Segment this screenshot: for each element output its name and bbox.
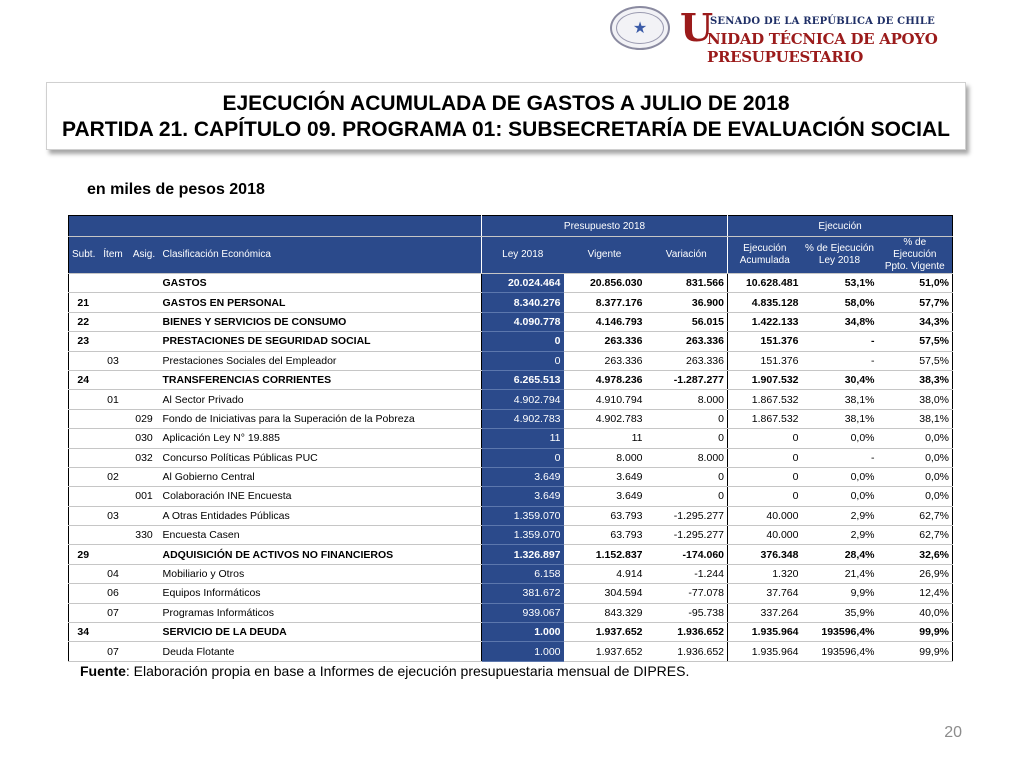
cell-variacion: 56.015: [646, 312, 728, 331]
cell-pct-ley: 38,1%: [802, 390, 878, 409]
cell-ley: 4.902.794: [482, 390, 564, 409]
cell-variacion: 36.900: [646, 293, 728, 312]
cell-variacion: 831.566: [646, 274, 728, 293]
cell-asig: [129, 564, 160, 583]
cell-subt: [69, 429, 98, 448]
cell-pct-vig: 62,7%: [878, 526, 953, 545]
cell-name: SERVICIO DE LA DEUDA: [160, 623, 482, 642]
cell-vigente: 8.000: [564, 448, 646, 467]
cell-ejec: 37.764: [728, 584, 802, 603]
cell-ley: 4.902.783: [482, 409, 564, 428]
cell-pct-vig: 57,7%: [878, 293, 953, 312]
cell-pct-vig: 99,9%: [878, 623, 953, 642]
cell-ley: 1.359.070: [482, 526, 564, 545]
cell-name: Encuesta Casen: [160, 526, 482, 545]
cell-vigente: 1.152.837: [564, 545, 646, 564]
cell-item: [98, 274, 129, 293]
cell-item: 02: [98, 467, 129, 486]
title-box: [46, 82, 966, 150]
cell-pct-ley: 2,9%: [802, 526, 878, 545]
cell-name: Equipos Informáticos: [160, 584, 482, 603]
cell-pct-ley: 21,4%: [802, 564, 878, 583]
cell-ejec: 40.000: [728, 526, 802, 545]
cell-vigente: 4.978.236: [564, 370, 646, 389]
cell-ley: 20.024.464: [482, 274, 564, 293]
cell-subt: 24: [69, 370, 98, 389]
cell-pct-ley: 2,9%: [802, 506, 878, 525]
cell-ejec: 1.935.964: [728, 642, 802, 661]
cell-asig: [129, 293, 160, 312]
cell-name: Al Gobierno Central: [160, 467, 482, 486]
budget-table: [68, 215, 953, 662]
cell-ejec: 0: [728, 487, 802, 506]
cell-pct-ley: -: [802, 351, 878, 370]
cell-name: PRESTACIONES DE SEGURIDAD SOCIAL: [160, 332, 482, 351]
col-ejec-acum: Ejecución Acumulada: [728, 237, 802, 274]
cell-item: [98, 332, 129, 351]
cell-name: TRANSFERENCIAS CORRIENTES: [160, 370, 482, 389]
col-subt: Subt.: [69, 237, 98, 274]
cell-item: 03: [98, 506, 129, 525]
cell-item: [98, 409, 129, 428]
cell-ley: 381.672: [482, 584, 564, 603]
table-row: [69, 390, 953, 409]
units-label: en miles de pesos 2018: [87, 181, 265, 198]
cell-pct-vig: 0,0%: [878, 487, 953, 506]
cell-vigente: 4.902.783: [564, 409, 646, 428]
cell-ley: 6.158: [482, 564, 564, 583]
cell-item: [98, 623, 129, 642]
cell-item: [98, 487, 129, 506]
cell-ejec: 40.000: [728, 506, 802, 525]
cell-ley: 0: [482, 332, 564, 351]
cell-item: 07: [98, 642, 129, 661]
table-row: [69, 409, 953, 428]
cell-subt: 34: [69, 623, 98, 642]
cell-pct-vig: 40,0%: [878, 603, 953, 622]
cell-subt: [69, 642, 98, 661]
cell-item: [98, 312, 129, 331]
table-row: [69, 584, 953, 603]
cell-variacion: 1.936.652: [646, 623, 728, 642]
cell-pct-vig: 99,9%: [878, 642, 953, 661]
cell-asig: [129, 603, 160, 622]
cell-variacion: 263.336: [646, 332, 728, 351]
cell-asig: [129, 312, 160, 331]
cell-ley: 1.326.897: [482, 545, 564, 564]
cell-vigente: 843.329: [564, 603, 646, 622]
cell-ejec: 0: [728, 429, 802, 448]
cell-item: 04: [98, 564, 129, 583]
table-row: [69, 564, 953, 583]
table-row: [69, 603, 953, 622]
cell-subt: [69, 506, 98, 525]
table-body: [69, 274, 953, 662]
cell-ejec: 1.867.532: [728, 390, 802, 409]
cell-asig: [129, 584, 160, 603]
cell-asig: [129, 467, 160, 486]
star-icon: ★: [632, 18, 648, 37]
table-row: [69, 274, 953, 293]
col-item: Ítem: [98, 237, 129, 274]
cell-ejec: 1.422.133: [728, 312, 802, 331]
group-presupuesto: Presupuesto 2018: [482, 216, 728, 237]
cell-subt: [69, 351, 98, 370]
col-ley: Ley 2018: [482, 237, 564, 274]
cell-name: BIENES Y SERVICIOS DE CONSUMO: [160, 312, 482, 331]
cell-pct-vig: 57,5%: [878, 351, 953, 370]
cell-item: [98, 429, 129, 448]
cell-pct-ley: 58,0%: [802, 293, 878, 312]
cell-variacion: -1.287.277: [646, 370, 728, 389]
cell-ejec: 4.835.128: [728, 293, 802, 312]
cell-pct-ley: -: [802, 332, 878, 351]
cell-pct-vig: 38,1%: [878, 409, 953, 428]
col-pct-ley: % de Ejecución Ley 2018: [802, 237, 878, 274]
cell-vigente: 8.377.176: [564, 293, 646, 312]
cell-ejec: 1.320: [728, 564, 802, 583]
cell-pct-vig: 38,0%: [878, 390, 953, 409]
cell-asig: 001: [129, 487, 160, 506]
cell-name: ADQUISICIÓN DE ACTIVOS NO FINANCIEROS: [160, 545, 482, 564]
cell-ley: 1.000: [482, 642, 564, 661]
cell-pct-vig: 51,0%: [878, 274, 953, 293]
cell-asig: 029: [129, 409, 160, 428]
cell-subt: 22: [69, 312, 98, 331]
cell-ejec: 151.376: [728, 351, 802, 370]
cell-vigente: 304.594: [564, 584, 646, 603]
cell-vigente: 1.937.652: [564, 623, 646, 642]
cell-pct-ley: 35,9%: [802, 603, 878, 622]
cell-vigente: 4.910.794: [564, 390, 646, 409]
cell-pct-ley: 53,1%: [802, 274, 878, 293]
cell-ejec: 337.264: [728, 603, 802, 622]
cell-subt: [69, 526, 98, 545]
cell-ley: 8.340.276: [482, 293, 564, 312]
cell-variacion: 8.000: [646, 448, 728, 467]
cell-pct-vig: 0,0%: [878, 448, 953, 467]
table-row: [69, 506, 953, 525]
cell-pct-ley: 9,9%: [802, 584, 878, 603]
cell-subt: 29: [69, 545, 98, 564]
cell-asig: 030: [129, 429, 160, 448]
cell-variacion: 0: [646, 487, 728, 506]
group-ejecucion: Ejecución: [728, 216, 953, 237]
table-row: [69, 351, 953, 370]
cell-name: GASTOS: [160, 274, 482, 293]
cell-asig: [129, 545, 160, 564]
page-subtitle: PARTIDA 21. CAPÍTULO 09. PROGRAMA 01: SUBSECRETARÍA DE EVALUACIÓN SOCIAL: [62, 118, 950, 141]
cell-pct-ley: 193596,4%: [802, 623, 878, 642]
table-row: [69, 312, 953, 331]
table-row: [69, 642, 953, 661]
cell-pct-ley: 28,4%: [802, 545, 878, 564]
cell-vigente: 263.336: [564, 332, 646, 351]
col-vigente: Vigente: [564, 237, 646, 274]
col-clasificacion: Clasificación Económica: [160, 237, 482, 274]
cell-vigente: 4.146.793: [564, 312, 646, 331]
source-label: Fuente: [80, 663, 126, 679]
cell-asig: [129, 642, 160, 661]
cell-pct-vig: 38,3%: [878, 370, 953, 389]
cell-subt: [69, 274, 98, 293]
cell-name: Deuda Flotante: [160, 642, 482, 661]
cell-subt: [69, 448, 98, 467]
cell-subt: [69, 564, 98, 583]
cell-name: Al Sector Privado: [160, 390, 482, 409]
cell-pct-vig: 0,0%: [878, 429, 953, 448]
table-row: [69, 467, 953, 486]
table-row: [69, 370, 953, 389]
cell-name: Programas Informáticos: [160, 603, 482, 622]
cell-ley: 6.265.513: [482, 370, 564, 389]
col-asig: Asig.: [129, 237, 160, 274]
brand-senate-name: SENADO DE LA REPÚBLICA DE CHILE: [710, 16, 935, 27]
cell-name: Prestaciones Sociales del Empleador: [160, 351, 482, 370]
col-variacion: Variación: [646, 237, 728, 274]
cell-ley: 3.649: [482, 487, 564, 506]
cell-pct-ley: 34,8%: [802, 312, 878, 331]
table-row: [69, 429, 953, 448]
table-row: [69, 526, 953, 545]
cell-ley: 0: [482, 448, 564, 467]
cell-variacion: 0: [646, 467, 728, 486]
cell-ejec: 10.628.481: [728, 274, 802, 293]
cell-ley: 0: [482, 351, 564, 370]
cell-vigente: 3.649: [564, 487, 646, 506]
cell-asig: 032: [129, 448, 160, 467]
cell-pct-ley: 30,4%: [802, 370, 878, 389]
cell-subt: [69, 487, 98, 506]
cell-vigente: 11: [564, 429, 646, 448]
page-title: EJECUCIÓN ACUMULADA DE GASTOS A JULIO DE 2018: [222, 92, 790, 115]
cell-variacion: -1.295.277: [646, 506, 728, 525]
cell-pct-ley: 0,0%: [802, 429, 878, 448]
cell-item: 07: [98, 603, 129, 622]
cell-pct-vig: 34,3%: [878, 312, 953, 331]
cell-variacion: 0: [646, 429, 728, 448]
cell-pct-vig: 32,6%: [878, 545, 953, 564]
brand-initial: U: [680, 5, 714, 50]
cell-pct-ley: -: [802, 448, 878, 467]
cell-ley: 1.000: [482, 623, 564, 642]
source-text: : Elaboración propia en base a Informes de ejecución presupuestaria mensual de DIPRES.: [125, 663, 690, 679]
cell-pct-vig: 26,9%: [878, 564, 953, 583]
cell-variacion: 263.336: [646, 351, 728, 370]
cell-subt: 21: [69, 293, 98, 312]
table-row: [69, 448, 953, 467]
cell-ley: 3.649: [482, 467, 564, 486]
cell-ejec: 151.376: [728, 332, 802, 351]
cell-variacion: 1.936.652: [646, 642, 728, 661]
cell-name: Concurso Políticas Públicas PUC: [160, 448, 482, 467]
cell-ley: 939.067: [482, 603, 564, 622]
cell-vigente: 20.856.030: [564, 274, 646, 293]
cell-asig: [129, 506, 160, 525]
cell-vigente: 263.336: [564, 351, 646, 370]
cell-vigente: 1.937.652: [564, 642, 646, 661]
cell-vigente: 3.649: [564, 467, 646, 486]
cell-name: Colaboración INE Encuesta: [160, 487, 482, 506]
cell-ley: 11: [482, 429, 564, 448]
cell-ejec: 1.935.964: [728, 623, 802, 642]
brand-unit-name: NIDAD TÉCNICA DE APOYO PRESUPUESTARIO: [707, 30, 938, 66]
cell-item: 01: [98, 390, 129, 409]
cell-name: Fondo de Iniciativas para la Superación de la Pobreza: [160, 409, 482, 428]
cell-pct-ley: 0,0%: [802, 487, 878, 506]
cell-ejec: 1.907.532: [728, 370, 802, 389]
cell-variacion: -77.078: [646, 584, 728, 603]
page-number: 20: [944, 724, 962, 741]
cell-ejec: 1.867.532: [728, 409, 802, 428]
cell-name: Mobiliario y Otros: [160, 564, 482, 583]
cell-item: [98, 526, 129, 545]
cell-subt: [69, 467, 98, 486]
cell-ejec: 0: [728, 448, 802, 467]
table-row: [69, 293, 953, 312]
senate-seal-logo: [610, 6, 670, 50]
cell-pct-ley: 38,1%: [802, 409, 878, 428]
cell-vigente: 63.793: [564, 526, 646, 545]
cell-name: Aplicación Ley N° 19.885: [160, 429, 482, 448]
cell-ley: 1.359.070: [482, 506, 564, 525]
cell-asig: 330: [129, 526, 160, 545]
cell-subt: [69, 409, 98, 428]
cell-variacion: -1.244: [646, 564, 728, 583]
cell-item: [98, 370, 129, 389]
cell-ejec: 0: [728, 467, 802, 486]
source-note: [80, 663, 689, 679]
cell-pct-vig: 62,7%: [878, 506, 953, 525]
cell-pct-vig: 0,0%: [878, 467, 953, 486]
cell-item: [98, 293, 129, 312]
cell-pct-vig: 57,5%: [878, 332, 953, 351]
cell-vigente: 63.793: [564, 506, 646, 525]
cell-asig: [129, 274, 160, 293]
cell-subt: [69, 603, 98, 622]
cell-item: 06: [98, 584, 129, 603]
table-row: [69, 487, 953, 506]
cell-variacion: 0: [646, 409, 728, 428]
table-row: [69, 332, 953, 351]
cell-asig: [129, 623, 160, 642]
cell-asig: [129, 351, 160, 370]
cell-name: GASTOS EN PERSONAL: [160, 293, 482, 312]
table-row: [69, 623, 953, 642]
cell-ley: 4.090.778: [482, 312, 564, 331]
cell-variacion: -95.738: [646, 603, 728, 622]
cell-item: [98, 448, 129, 467]
cell-asig: [129, 370, 160, 389]
cell-pct-vig: 12,4%: [878, 584, 953, 603]
col-pct-vig: % de Ejecución Ppto. Vigente: [878, 237, 953, 274]
cell-item: [98, 545, 129, 564]
cell-variacion: -174.060: [646, 545, 728, 564]
cell-pct-ley: 193596,4%: [802, 642, 878, 661]
cell-asig: [129, 332, 160, 351]
cell-subt: [69, 584, 98, 603]
cell-vigente: 4.914: [564, 564, 646, 583]
cell-subt: 23: [69, 332, 98, 351]
cell-name: A Otras Entidades Públicas: [160, 506, 482, 525]
table-header: [69, 216, 953, 274]
cell-variacion: -1.295.277: [646, 526, 728, 545]
table-row: [69, 545, 953, 564]
cell-ejec: 376.348: [728, 545, 802, 564]
cell-subt: [69, 390, 98, 409]
cell-item: 03: [98, 351, 129, 370]
cell-asig: [129, 390, 160, 409]
cell-pct-ley: 0,0%: [802, 467, 878, 486]
cell-variacion: 8.000: [646, 390, 728, 409]
